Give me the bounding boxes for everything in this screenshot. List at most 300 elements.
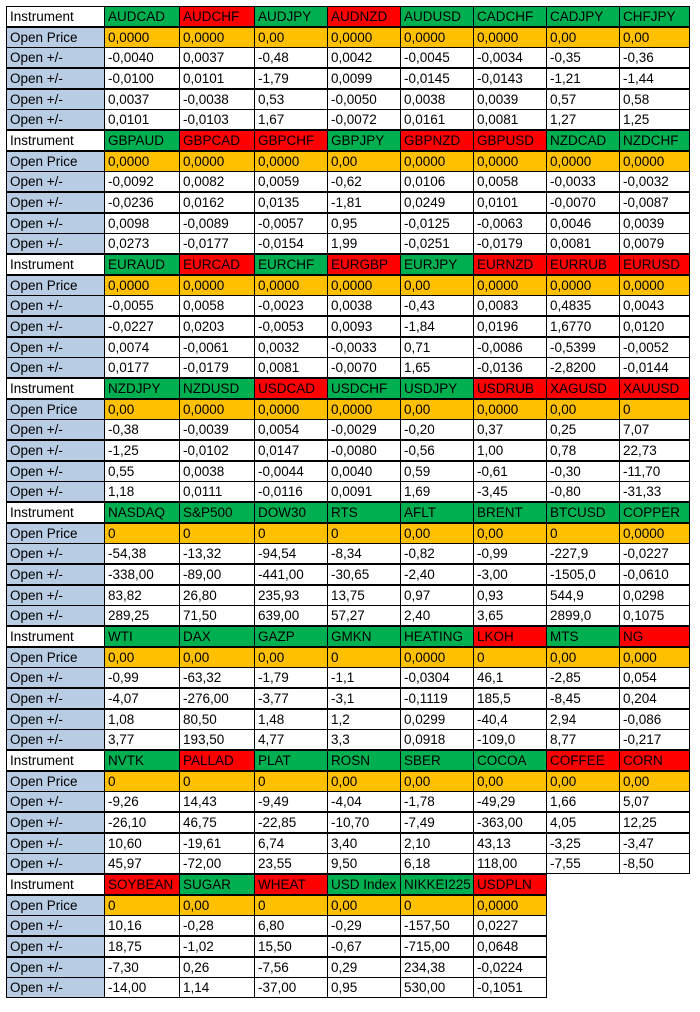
open-delta-cell: -0,0023 [254, 295, 328, 316]
open-delta-cell: -0,217 [619, 729, 690, 750]
open-delta-row [6, 440, 689, 461]
open-delta-cell: 0,0043 [619, 295, 690, 316]
open-delta-label: Open +/- [6, 440, 105, 461]
open-delta-row [6, 791, 689, 812]
instrument-name-cell: USDCAD [254, 378, 328, 399]
open-delta-cell: 18,75 [104, 936, 180, 957]
open-delta-cell: 0,0098 [104, 213, 180, 234]
open-delta-cell: -0,0087 [619, 192, 690, 213]
open-price-cell: 0,00 [327, 895, 401, 916]
open-delta-cell: -276,00 [179, 688, 255, 709]
open-delta-label: Open +/- [6, 89, 105, 110]
open-price-cell: 0,00 [400, 275, 474, 296]
instrument-name-cell: USD Index [327, 874, 401, 895]
open-delta-cell: 1,67 [254, 109, 328, 130]
open-price-cell: 0 [546, 523, 620, 544]
instrument-label: Instrument [6, 378, 105, 399]
instrument-name-cell: AUDCAD [104, 6, 180, 27]
open-price-row [6, 27, 689, 48]
open-delta-cell: 0,0147 [254, 440, 328, 461]
open-price-cell: 0,00 [400, 523, 474, 544]
open-delta-cell: -0,1051 [473, 977, 547, 998]
open-delta-cell: -0,0125 [400, 213, 474, 234]
open-delta-cell: 234,38 [400, 957, 474, 978]
open-delta-cell: -13,32 [179, 543, 255, 564]
open-delta-cell: 1,66 [546, 791, 620, 812]
open-delta-cell: 639,00 [254, 605, 328, 626]
open-delta-row [6, 233, 689, 254]
open-price-cell: 0 [327, 647, 401, 668]
open-delta-cell: -0,0179 [473, 233, 547, 254]
open-delta-cell: 26,80 [179, 585, 255, 606]
open-delta-label: Open +/- [6, 729, 105, 750]
open-delta-cell: 12,25 [619, 812, 690, 833]
open-delta-row [6, 481, 689, 502]
open-delta-cell: -0,0072 [327, 109, 401, 130]
instrument-header-row [6, 378, 689, 399]
instrument-name-cell: NG [619, 626, 690, 647]
open-delta-cell: -0,0102 [179, 440, 255, 461]
instrument-name-cell: S&P500 [179, 502, 255, 523]
instrument-name-cell: EURUSD [619, 254, 690, 275]
open-price-cell: 0,00 [179, 895, 255, 916]
open-delta-cell: 6,80 [254, 915, 328, 936]
open-delta-label: Open +/- [6, 337, 105, 358]
open-price-cell: 0 [104, 523, 180, 544]
instrument-name-cell: AUDCHF [179, 6, 255, 27]
open-delta-cell: 0,29 [327, 957, 401, 978]
open-price-row [6, 647, 689, 668]
open-delta-cell: -0,80 [546, 481, 620, 502]
open-price-row [6, 895, 689, 916]
open-delta-cell: 1,48 [254, 709, 328, 730]
open-price-cell: 0,0000 [179, 399, 255, 420]
open-price-row [6, 523, 689, 544]
open-delta-cell: 0,0093 [327, 316, 401, 337]
open-delta-row [6, 192, 689, 213]
instrument-name-cell: XAGUSD [546, 378, 620, 399]
open-price-cell: 0,0000 [179, 27, 255, 48]
open-delta-cell: 3,3 [327, 729, 401, 750]
open-delta-label: Open +/- [6, 957, 105, 978]
open-price-cell: 0,00 [104, 399, 180, 420]
open-delta-cell: 0,0299 [400, 709, 474, 730]
open-delta-row [6, 688, 689, 709]
open-delta-cell: -0,0070 [546, 192, 620, 213]
open-delta-cell: -157,50 [400, 915, 474, 936]
open-delta-cell: -0,0227 [619, 543, 690, 564]
open-delta-cell: 1,14 [179, 977, 255, 998]
open-delta-cell: -8,50 [619, 853, 690, 874]
open-price-cell: 0,00 [400, 399, 474, 420]
open-price-cell: 0,0000 [400, 27, 474, 48]
open-delta-cell: -0,0145 [400, 68, 474, 89]
open-delta-cell: 0,0162 [179, 192, 255, 213]
open-delta-cell: 0,0054 [254, 419, 328, 440]
open-delta-label: Open +/- [6, 68, 105, 89]
open-delta-label: Open +/- [6, 171, 105, 192]
open-delta-cell: 71,50 [179, 605, 255, 626]
open-delta-cell: -0,82 [400, 543, 474, 564]
open-delta-cell: -715,00 [400, 936, 474, 957]
open-price-cell: 0,0000 [473, 151, 547, 172]
instrument-name-cell: USDPLN [473, 874, 547, 895]
open-delta-cell: -0,0029 [327, 419, 401, 440]
open-delta-cell: -0,0033 [546, 171, 620, 192]
open-delta-cell: -363,00 [473, 812, 547, 833]
open-delta-cell: -0,0040 [104, 47, 180, 68]
open-delta-cell: -0,62 [327, 171, 401, 192]
instrument-name-cell: SOYBEAN [104, 874, 180, 895]
open-price-cell: 0,0000 [327, 27, 401, 48]
open-delta-cell: -0,0057 [254, 213, 328, 234]
open-delta-row [6, 357, 689, 378]
open-delta-cell: -0,0103 [179, 109, 255, 130]
open-delta-cell: 0,95 [327, 977, 401, 998]
open-delta-label: Open +/- [6, 688, 105, 709]
open-delta-cell: -10,70 [327, 812, 401, 833]
open-delta-row [6, 213, 689, 234]
open-delta-cell: -89,00 [179, 564, 255, 585]
open-delta-cell: -14,00 [104, 977, 180, 998]
instrument-header-row [6, 626, 689, 647]
open-price-cell: 0,00 [327, 771, 401, 792]
instrument-label: Instrument [6, 750, 105, 771]
open-delta-cell: -0,0227 [104, 316, 180, 337]
instrument-name-cell: GAZP [254, 626, 328, 647]
open-delta-cell: 1,69 [400, 481, 474, 502]
instrument-name-cell: EURNZD [473, 254, 547, 275]
open-delta-cell: 0,0032 [254, 337, 328, 358]
open-delta-cell: -1,21 [546, 68, 620, 89]
instrument-name-cell: EURAUD [104, 254, 180, 275]
open-price-cell: 0,0000 [473, 895, 547, 916]
open-delta-cell: -0,0154 [254, 233, 328, 254]
open-delta-cell: -0,35 [546, 47, 620, 68]
instrument-label: Instrument [6, 254, 105, 275]
open-delta-row [6, 461, 689, 482]
open-delta-cell: -0,0092 [104, 171, 180, 192]
open-delta-label: Open +/- [6, 667, 105, 688]
open-delta-cell: -0,29 [327, 915, 401, 936]
open-delta-cell: 0,53 [254, 89, 328, 110]
open-delta-cell: 57,27 [327, 605, 401, 626]
instrument-name-cell: AUDJPY [254, 6, 328, 27]
open-delta-cell: -1,81 [327, 192, 401, 213]
open-delta-label: Open +/- [6, 709, 105, 730]
open-delta-label: Open +/- [6, 109, 105, 130]
open-delta-cell: -0,0089 [179, 213, 255, 234]
open-delta-cell: 193,50 [179, 729, 255, 750]
open-delta-row [6, 915, 689, 936]
open-delta-cell: 46,1 [473, 667, 547, 688]
open-delta-cell: -8,45 [546, 688, 620, 709]
open-delta-cell: 544,9 [546, 585, 620, 606]
open-price-row [6, 771, 689, 792]
open-delta-label: Open +/- [6, 461, 105, 482]
instrument-name-cell: USDRUB [473, 378, 547, 399]
instrument-header-row [6, 254, 689, 275]
open-delta-cell: -37,00 [254, 977, 328, 998]
open-delta-cell: -19,61 [179, 833, 255, 854]
open-delta-label: Open +/- [6, 915, 105, 936]
open-delta-cell: -0,0236 [104, 192, 180, 213]
open-delta-cell: 0,0083 [473, 295, 547, 316]
open-delta-cell: -26,10 [104, 812, 180, 833]
open-delta-cell: 7,07 [619, 419, 690, 440]
open-delta-cell: -0,0053 [254, 316, 328, 337]
open-delta-cell: -4,04 [327, 791, 401, 812]
instrument-name-cell: EURCHF [254, 254, 328, 275]
open-delta-cell: 0,0040 [327, 461, 401, 482]
instrument-name-cell: WHEAT [254, 874, 328, 895]
open-delta-cell: -0,0143 [473, 68, 547, 89]
instrument-header-row [6, 750, 689, 771]
instrument-name-cell: CADJPY [546, 6, 620, 27]
open-delta-cell: 0,0037 [179, 47, 255, 68]
instrument-name-cell: USDJPY [400, 378, 474, 399]
open-delta-cell: 0,0101 [104, 109, 180, 130]
open-delta-cell: 2,94 [546, 709, 620, 730]
open-delta-row [6, 667, 689, 688]
open-delta-cell: 0,0203 [179, 316, 255, 337]
open-delta-label: Open +/- [6, 419, 105, 440]
open-price-cell: 0,00 [546, 27, 620, 48]
open-delta-cell: -40,4 [473, 709, 547, 730]
open-delta-label: Open +/- [6, 977, 105, 998]
instrument-name-cell: SUGAR [179, 874, 255, 895]
open-delta-cell: 0,0091 [327, 481, 401, 502]
open-price-row [6, 399, 689, 420]
open-delta-cell: 6,18 [400, 853, 474, 874]
open-price-cell: 0,0000 [254, 399, 328, 420]
open-price-cell: 0 [254, 523, 328, 544]
open-delta-cell: -227,9 [546, 543, 620, 564]
open-price-label: Open Price [6, 275, 105, 296]
open-delta-cell: -1,25 [104, 440, 180, 461]
open-delta-cell: 0,0249 [400, 192, 474, 213]
open-delta-cell: -1,44 [619, 68, 690, 89]
open-price-cell: 0 [400, 895, 474, 916]
open-delta-cell: -9,26 [104, 791, 180, 812]
open-delta-cell: -0,0177 [179, 233, 255, 254]
open-price-cell: 0 [179, 771, 255, 792]
open-delta-cell: -0,0136 [473, 357, 547, 378]
open-delta-cell: 0,0177 [104, 357, 180, 378]
open-delta-cell: -1,84 [400, 316, 474, 337]
open-delta-cell: 8,77 [546, 729, 620, 750]
open-delta-cell: 0,58 [619, 89, 690, 110]
open-delta-cell: 0,0059 [254, 171, 328, 192]
open-delta-cell: -0,0052 [619, 337, 690, 358]
open-delta-cell: 0,0273 [104, 233, 180, 254]
open-delta-cell: -3,77 [254, 688, 328, 709]
open-delta-cell: 14,43 [179, 791, 255, 812]
instrument-name-cell: LKOH [473, 626, 547, 647]
instrument-name-cell: GBPUSD [473, 130, 547, 151]
open-delta-cell: -0,0055 [104, 295, 180, 316]
open-delta-cell: 83,82 [104, 585, 180, 606]
open-delta-label: Open +/- [6, 585, 105, 606]
open-delta-cell: 15,50 [254, 936, 328, 957]
open-delta-label: Open +/- [6, 295, 105, 316]
open-price-cell: 0,0000 [400, 151, 474, 172]
open-delta-cell: 0,0111 [179, 481, 255, 502]
open-delta-row [6, 936, 689, 957]
open-delta-cell: 530,00 [400, 977, 474, 998]
open-delta-cell: 0,0082 [179, 171, 255, 192]
open-delta-row [6, 337, 689, 358]
instrument-header-row [6, 874, 689, 895]
open-delta-cell: -54,38 [104, 543, 180, 564]
open-delta-row [6, 171, 689, 192]
open-price-cell: 0,0000 [619, 275, 690, 296]
instrument-name-cell: NZDCAD [546, 130, 620, 151]
instrument-name-cell: COPPER [619, 502, 690, 523]
open-delta-row [6, 977, 689, 998]
open-delta-row [6, 605, 689, 626]
open-delta-cell: -7,49 [400, 812, 474, 833]
open-delta-cell: -0,0034 [473, 47, 547, 68]
instrument-name-cell: XAUUSD [619, 378, 690, 399]
open-delta-cell: -1,79 [254, 667, 328, 688]
open-delta-label: Open +/- [6, 833, 105, 854]
open-delta-cell: -0,0610 [619, 564, 690, 585]
open-delta-cell: -7,55 [546, 853, 620, 874]
open-delta-cell: -0,30 [546, 461, 620, 482]
open-price-cell: 0,00 [254, 27, 328, 48]
instrument-label: Instrument [6, 502, 105, 523]
instrument-name-cell: PLAT [254, 750, 328, 771]
instrument-label: Instrument [6, 130, 105, 151]
open-delta-row [6, 316, 689, 337]
open-price-cell: 0,00 [546, 399, 620, 420]
instrument-name-cell: GBPCAD [179, 130, 255, 151]
instrument-name-cell: NZDCHF [619, 130, 690, 151]
open-delta-cell: -94,54 [254, 543, 328, 564]
open-delta-cell: -4,07 [104, 688, 180, 709]
open-delta-cell: 118,00 [473, 853, 547, 874]
open-delta-cell: -22,85 [254, 812, 328, 833]
open-delta-cell: 2899,0 [546, 605, 620, 626]
open-delta-cell: -0,0070 [327, 357, 401, 378]
open-delta-cell: 0,1075 [619, 605, 690, 626]
open-price-cell: 0,0000 [473, 27, 547, 48]
open-delta-cell: 10,60 [104, 833, 180, 854]
open-delta-cell: -2,8200 [546, 357, 620, 378]
instrument-name-cell: NZDJPY [104, 378, 180, 399]
open-delta-cell: 0,0081 [473, 109, 547, 130]
open-delta-cell: 0,78 [546, 440, 620, 461]
open-delta-cell: 0,0037 [104, 89, 180, 110]
open-delta-cell: -0,28 [179, 915, 255, 936]
open-price-cell: 0,000 [619, 647, 690, 668]
open-delta-cell: 0,0039 [473, 89, 547, 110]
open-delta-cell: 0,0038 [327, 295, 401, 316]
open-delta-cell: -0,56 [400, 440, 474, 461]
open-delta-cell: -0,0033 [327, 337, 401, 358]
open-price-cell: 0,00 [400, 771, 474, 792]
instrument-name-cell: NZDUSD [179, 378, 255, 399]
open-price-cell: 0,00 [179, 647, 255, 668]
instrument-name-cell: HEATING [400, 626, 474, 647]
instrument-name-cell: DOW30 [254, 502, 328, 523]
open-delta-cell: 0,0106 [400, 171, 474, 192]
instrument-name-cell: AUDUSD [400, 6, 474, 27]
open-price-label: Open Price [6, 399, 105, 420]
open-price-cell: 0,00 [254, 647, 328, 668]
open-delta-cell: -3,45 [473, 481, 547, 502]
instrument-name-cell: GBPAUD [104, 130, 180, 151]
open-delta-cell: -11,70 [619, 461, 690, 482]
open-delta-cell: 0,054 [619, 667, 690, 688]
open-delta-cell: 0,93 [473, 585, 547, 606]
open-delta-cell: 0,95 [327, 213, 401, 234]
open-price-cell: 0,0000 [254, 275, 328, 296]
instrument-name-cell: BTCUSD [546, 502, 620, 523]
open-price-cell: 0,0000 [619, 523, 690, 544]
open-delta-label: Open +/- [6, 357, 105, 378]
open-price-cell: 0 [619, 399, 690, 420]
open-price-cell: 0,0000 [254, 151, 328, 172]
open-delta-label: Open +/- [6, 316, 105, 337]
instrument-name-cell: EURGBP [327, 254, 401, 275]
open-price-cell: 0 [104, 895, 180, 916]
open-delta-cell: 43,13 [473, 833, 547, 854]
instrument-name-cell: COCOA [473, 750, 547, 771]
open-delta-row [6, 957, 689, 978]
open-delta-cell: -0,38 [104, 419, 180, 440]
open-delta-cell: -2,40 [400, 564, 474, 585]
open-delta-cell: 1,25 [619, 109, 690, 130]
open-price-cell: 0 [327, 523, 401, 544]
instrument-name-cell: CADCHF [473, 6, 547, 27]
open-delta-cell: -0,0032 [619, 171, 690, 192]
open-price-cell: 0,00 [473, 771, 547, 792]
open-delta-cell: 3,65 [473, 605, 547, 626]
open-delta-label: Open +/- [6, 213, 105, 234]
open-price-label: Open Price [6, 27, 105, 48]
open-delta-row [6, 295, 689, 316]
open-delta-label: Open +/- [6, 791, 105, 812]
open-delta-cell: -0,0304 [400, 667, 474, 688]
open-delta-row [6, 419, 689, 440]
open-delta-cell: -30,65 [327, 564, 401, 585]
open-delta-cell: -7,30 [104, 957, 180, 978]
instrument-name-cell: MTS [546, 626, 620, 647]
open-delta-cell: -0,0080 [327, 440, 401, 461]
open-price-cell: 0,00 [473, 523, 547, 544]
open-delta-cell: -0,20 [400, 419, 474, 440]
open-price-cell: 0,0000 [179, 151, 255, 172]
open-price-cell: 0,0000 [546, 151, 620, 172]
instrument-name-cell: GBPCHF [254, 130, 328, 151]
open-delta-label: Open +/- [6, 564, 105, 585]
open-delta-cell: -0,0144 [619, 357, 690, 378]
open-delta-cell: -31,33 [619, 481, 690, 502]
open-delta-row [6, 853, 689, 874]
instrument-name-cell: AFLT [400, 502, 474, 523]
open-delta-cell: -1,02 [179, 936, 255, 957]
open-delta-cell: 0,37 [473, 419, 547, 440]
open-delta-cell: -0,0063 [473, 213, 547, 234]
open-price-cell: 0,0000 [104, 27, 180, 48]
open-delta-cell: 289,25 [104, 605, 180, 626]
open-delta-cell: -1,1 [327, 667, 401, 688]
open-delta-cell: -7,56 [254, 957, 328, 978]
open-delta-cell: 1,08 [104, 709, 180, 730]
open-delta-cell: -0,0116 [254, 481, 328, 502]
